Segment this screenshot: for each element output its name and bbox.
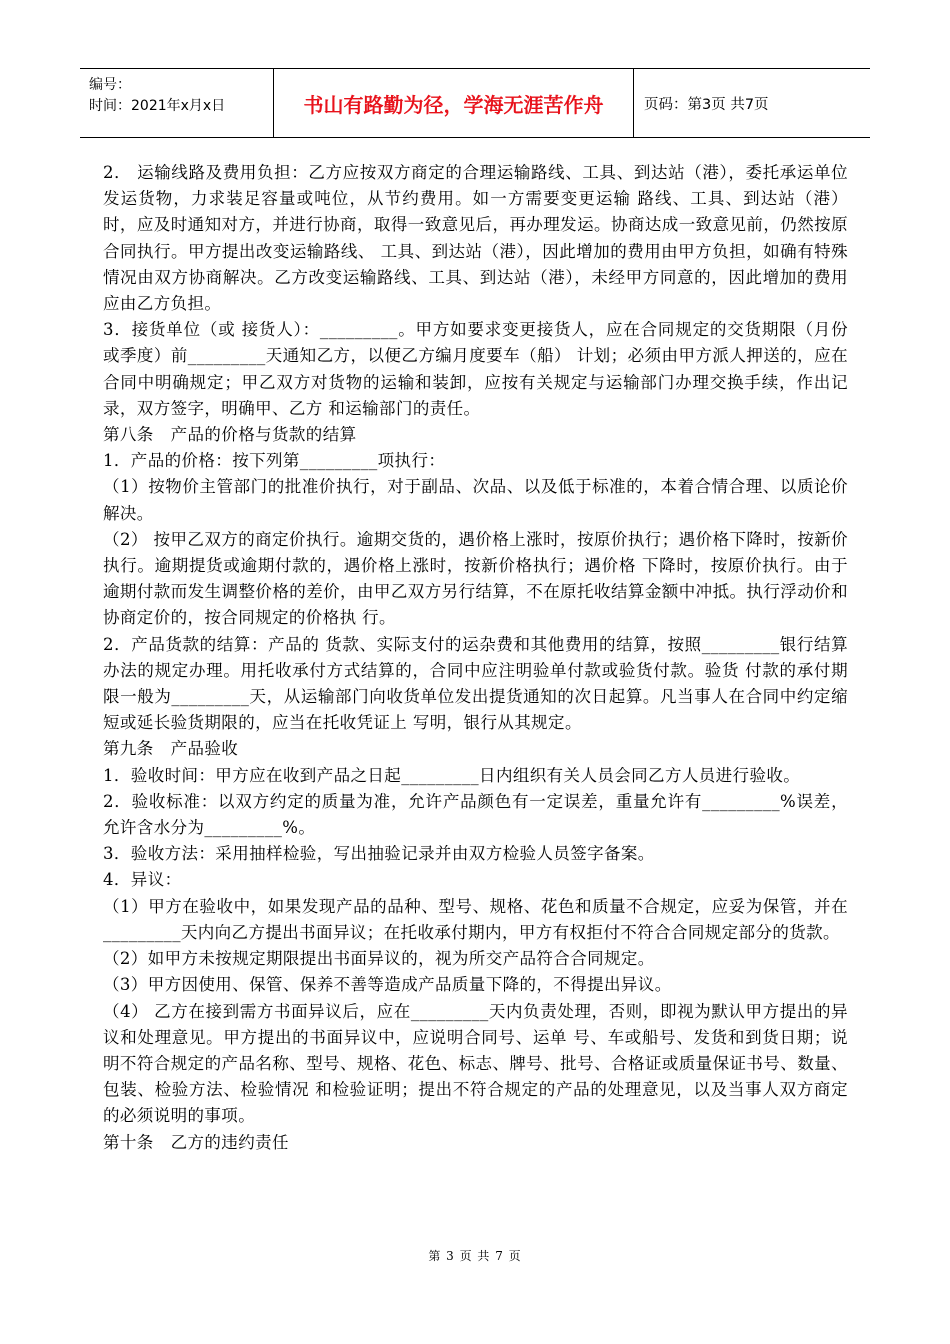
paragraph-inspection-standard: 2．验收标准：以双方约定的质量为准，允许产品颜色有一定误差，重量允许有_________%误差，允许含水分为_________%。 xyxy=(103,791,848,838)
paragraph-transport-route: 2． 运输线路及费用负担：乙方应按双方商定的合理运输路线、工具、到达站（港），委托承运单位发运货物，力求装足容量或吨位，从节约费用。如一方需要变更运输 路线、工具、到达站（港）时，应及时通知对方，并进行协商，取得一致意见后，再办理发运。协商达成一致意见前，仍然按原合同执行。甲方提出改变运输路线、 工具、到达站（港），因此增加的费用由甲方负担，如确有特殊情况由双方协商解决。乙方改变运输路线、工具、到达站（港），未经甲方同意的，因此增加的费用 应由乙方负担。 xyxy=(103,163,848,314)
article-8-heading: 第八条 产品的价格与货款的结算 xyxy=(103,425,357,445)
header-slogan: 书山有路勤为径，学海无涯苦作舟 xyxy=(274,69,634,137)
paragraph-inspection-method: 3．验收方法：采用抽样检验，写出抽验记录并由双方检验人员签字备案。 xyxy=(103,844,655,864)
document-body xyxy=(103,160,848,1156)
paragraph-price: 1．产品的价格：按下列第_________项执行： xyxy=(103,451,446,471)
header-page-info: 页码：第3页 共7页 xyxy=(644,96,769,113)
page-footer: 第 3 页 共 7 页 xyxy=(428,1249,522,1263)
article-10-heading: 第十条 乙方的违约责任 xyxy=(103,1132,289,1152)
paragraph-price-option-2: （2） 按甲乙双方的商定价执行。逾期交货的，遇价格上涨时，按原价执行；遇价格下降时，按新价执行。逾期提货或逾期付款的，遇价格上涨时，按新价格执行；遇价格 下降时，按原价执行。由于逾期付款而发生调整价格的差价，由甲乙双方另行结算，不在原托收结算金额中冲抵。执行浮动价和协商定价的，按合同规定的价格执 行。 xyxy=(103,529,848,628)
paragraph-objection-3: （3）甲方因使用、保管、保养不善等造成产品质量下降的，不得提出异议。 xyxy=(103,975,672,995)
paragraph-payment-settlement: 2．产品货款的结算：产品的 货款、实际支付的运杂费和其他费用的结算，按照_________银行结算办法的规定办理。用托收承付方式结算的，合同中应注明验单付款或验货付款。验货 付款的承付期限一般为_________天，从运输部门向收货单位发出提货通知的次日起算。凡当事人在合同中约定缩短或延长验货期限的，应当在托收凭证上 写明，银行从其规定。 xyxy=(103,634,848,733)
paragraph-inspection-time: 1．验收时间：甲方应在收到产品之日起_________日内组织有关人员会同乙方人员进行验收。 xyxy=(103,765,801,785)
paragraph-consignee: 3．接货单位（或 接货人）：_________。甲方如要求变更接货人，应在合同规定的交货期限（月份或季度）前_________天通知乙方，以便乙方编月度要车（船） 计划；必须由甲方派人押送的，应在合同中明确规定；甲乙双方对货物的运输和装卸，应按有关规定与运输部门办理交换手续，作出记录，双方签字，明确甲、乙方 和运输部门的责任。 xyxy=(103,320,848,418)
paragraph-objection-4: （4） 乙方在接到需方书面异议后，应在_________天内负责处理，否则，即视为默认甲方提出的异议和处理意见。甲方提出的书面异议中，应说明合同号、运单 号、车或船号、发货和到货日期；说明不符合规定的产品名称、型号、规格、花色、标志、牌号、批号、合格证或质量保证书号、数量、包装、检验方法、检验情况 和检验证明；提出不符合规定的产品的处理意见，以及当事人双方商定的必须说明的事项。 xyxy=(103,1001,848,1126)
paragraph-objection-1: （1）甲方在验收中，如果发现产品的品种、型号、规格、花色和质量不合规定，应妥为保管，并在_________天内向乙方提出书面异议；在托收承付期内，甲方有权拒付不符合合同规定部分的货款。 xyxy=(103,896,848,942)
page-header xyxy=(80,68,870,138)
article-9-heading: 第九条 产品验收 xyxy=(103,739,239,759)
header-meta xyxy=(80,69,274,137)
document-date-label: 时间：2021年x月x日 xyxy=(89,98,226,114)
paragraph-price-option-1: （1）按物价主管部门的批准价执行，对于副品、次品、以及低于标准的，本着合情合理、以质论价解决。 xyxy=(103,477,848,523)
paragraph-objection-2: （2）如甲方未按规定期限提出书面异议的，视为所交产品符合合同规定。 xyxy=(103,949,655,969)
paragraph-objection: 4．异议： xyxy=(103,870,182,890)
document-number-label: 编号： xyxy=(89,77,131,93)
